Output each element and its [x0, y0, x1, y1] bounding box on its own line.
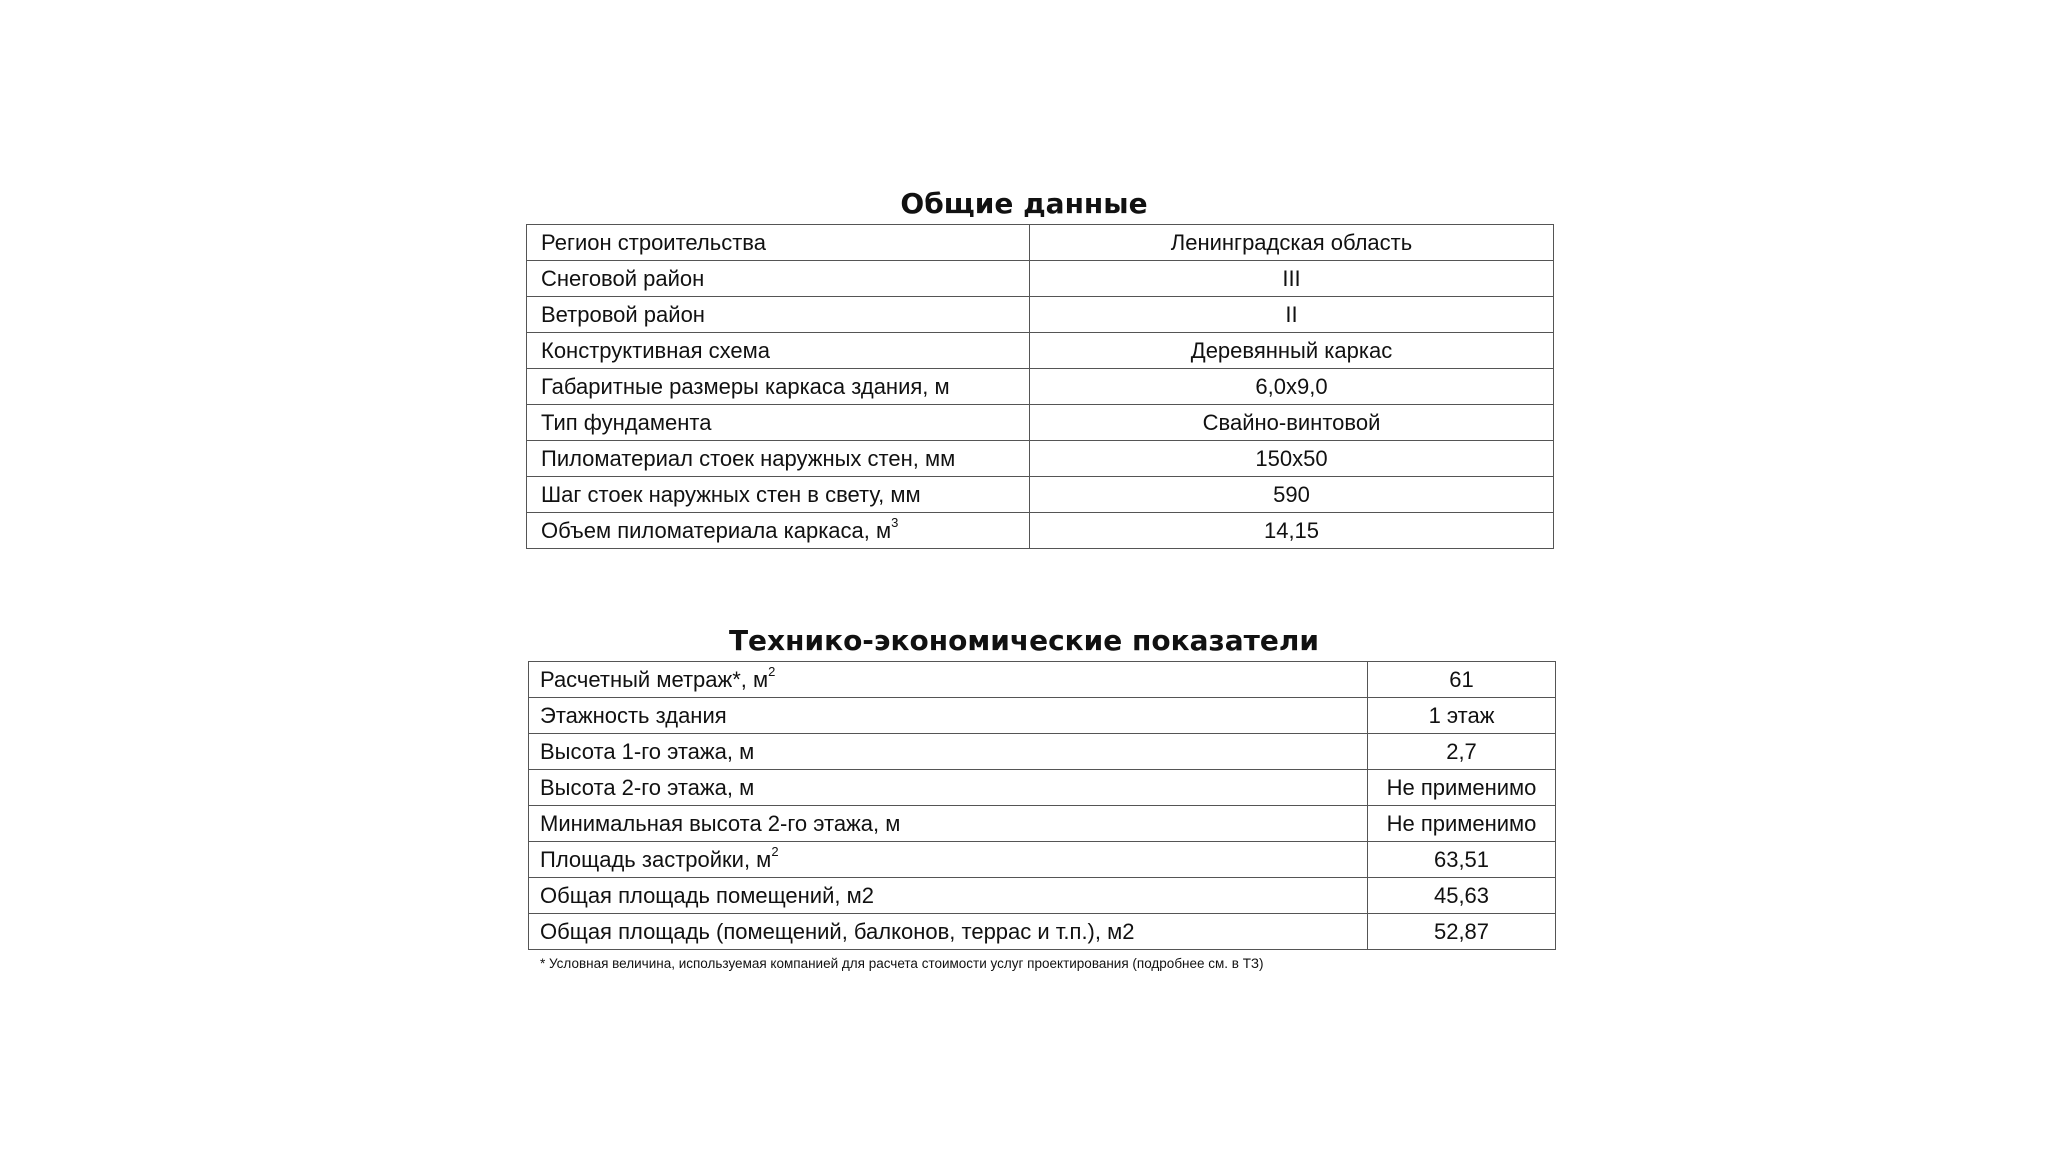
- row-value: 1 этаж: [1368, 698, 1556, 734]
- row-value: III: [1030, 261, 1554, 297]
- row-value: 61: [1368, 662, 1556, 698]
- row-label: Расчетный метраж*, $м^2$: [529, 662, 1368, 698]
- row-label: Ветровой район: [527, 297, 1030, 333]
- row-label: Объем пиломатериала каркаса, $м^3$: [527, 513, 1030, 549]
- table-row: [529, 698, 1556, 734]
- table-row: [529, 806, 1556, 842]
- footnote: * Условная величина, используемая компанией для расчета стоимости услуг проектирования (подробнее см. в ТЗ): [540, 956, 1264, 971]
- superscript: 2: [771, 844, 779, 860]
- table-row: [529, 914, 1556, 950]
- table-row: [527, 513, 1554, 549]
- table-row: [527, 441, 1554, 477]
- table-row: [529, 842, 1556, 878]
- row-label: Габаритные размеры каркаса здания, м: [527, 369, 1030, 405]
- row-label: Высота 1-го этажа, м: [529, 734, 1368, 770]
- table-row: [527, 369, 1554, 405]
- tep-table: [528, 661, 1556, 950]
- table-row: [527, 405, 1554, 441]
- row-label: Конструктивная схема: [527, 333, 1030, 369]
- row-value: Не применимо: [1368, 770, 1556, 806]
- table-row: [527, 297, 1554, 333]
- row-value: 6,0х9,0: [1030, 369, 1554, 405]
- row-value: 2,7: [1368, 734, 1556, 770]
- tep-title: Технико-экономические показатели: [728, 624, 1320, 657]
- row-label: Регион строительства: [527, 225, 1030, 261]
- row-value: 150х50: [1030, 441, 1554, 477]
- row-value: Ленинградская область: [1030, 225, 1554, 261]
- table-row: [527, 225, 1554, 261]
- table-row: [527, 333, 1554, 369]
- row-label: Шаг стоек наружных стен в свету, мм: [527, 477, 1030, 513]
- row-label: Высота 2-го этажа, м: [529, 770, 1368, 806]
- table-row: [529, 878, 1556, 914]
- superscript: 3: [891, 515, 899, 531]
- row-label: Снеговой район: [527, 261, 1030, 297]
- table-row: [527, 477, 1554, 513]
- row-label: Пиломатериал стоек наружных стен, мм: [527, 441, 1030, 477]
- general-data-title: Общие данные: [900, 187, 1148, 220]
- row-label: Этажность здания: [529, 698, 1368, 734]
- row-label: Площадь застройки, $м^2$: [529, 842, 1368, 878]
- row-value: 14,15: [1030, 513, 1554, 549]
- row-label: Общая площадь помещений, м2: [529, 878, 1368, 914]
- table-row: [527, 261, 1554, 297]
- row-value: Деревянный каркас: [1030, 333, 1554, 369]
- row-value: 52,87: [1368, 914, 1556, 950]
- row-label: Минимальная высота 2-го этажа, м: [529, 806, 1368, 842]
- table-row: [529, 662, 1556, 698]
- row-label: Общая площадь (помещений, балконов, террас и т.п.), м2: [529, 914, 1368, 950]
- row-value: 63,51: [1368, 842, 1556, 878]
- superscript: 2: [768, 664, 776, 680]
- row-value: 590: [1030, 477, 1554, 513]
- table-row: [529, 734, 1556, 770]
- row-label: Тип фундамента: [527, 405, 1030, 441]
- table-row: [529, 770, 1556, 806]
- row-value: II: [1030, 297, 1554, 333]
- general-data-table: [526, 224, 1554, 549]
- row-value: 45,63: [1368, 878, 1556, 914]
- row-value: Не применимо: [1368, 806, 1556, 842]
- row-value: Свайно-винтовой: [1030, 405, 1554, 441]
